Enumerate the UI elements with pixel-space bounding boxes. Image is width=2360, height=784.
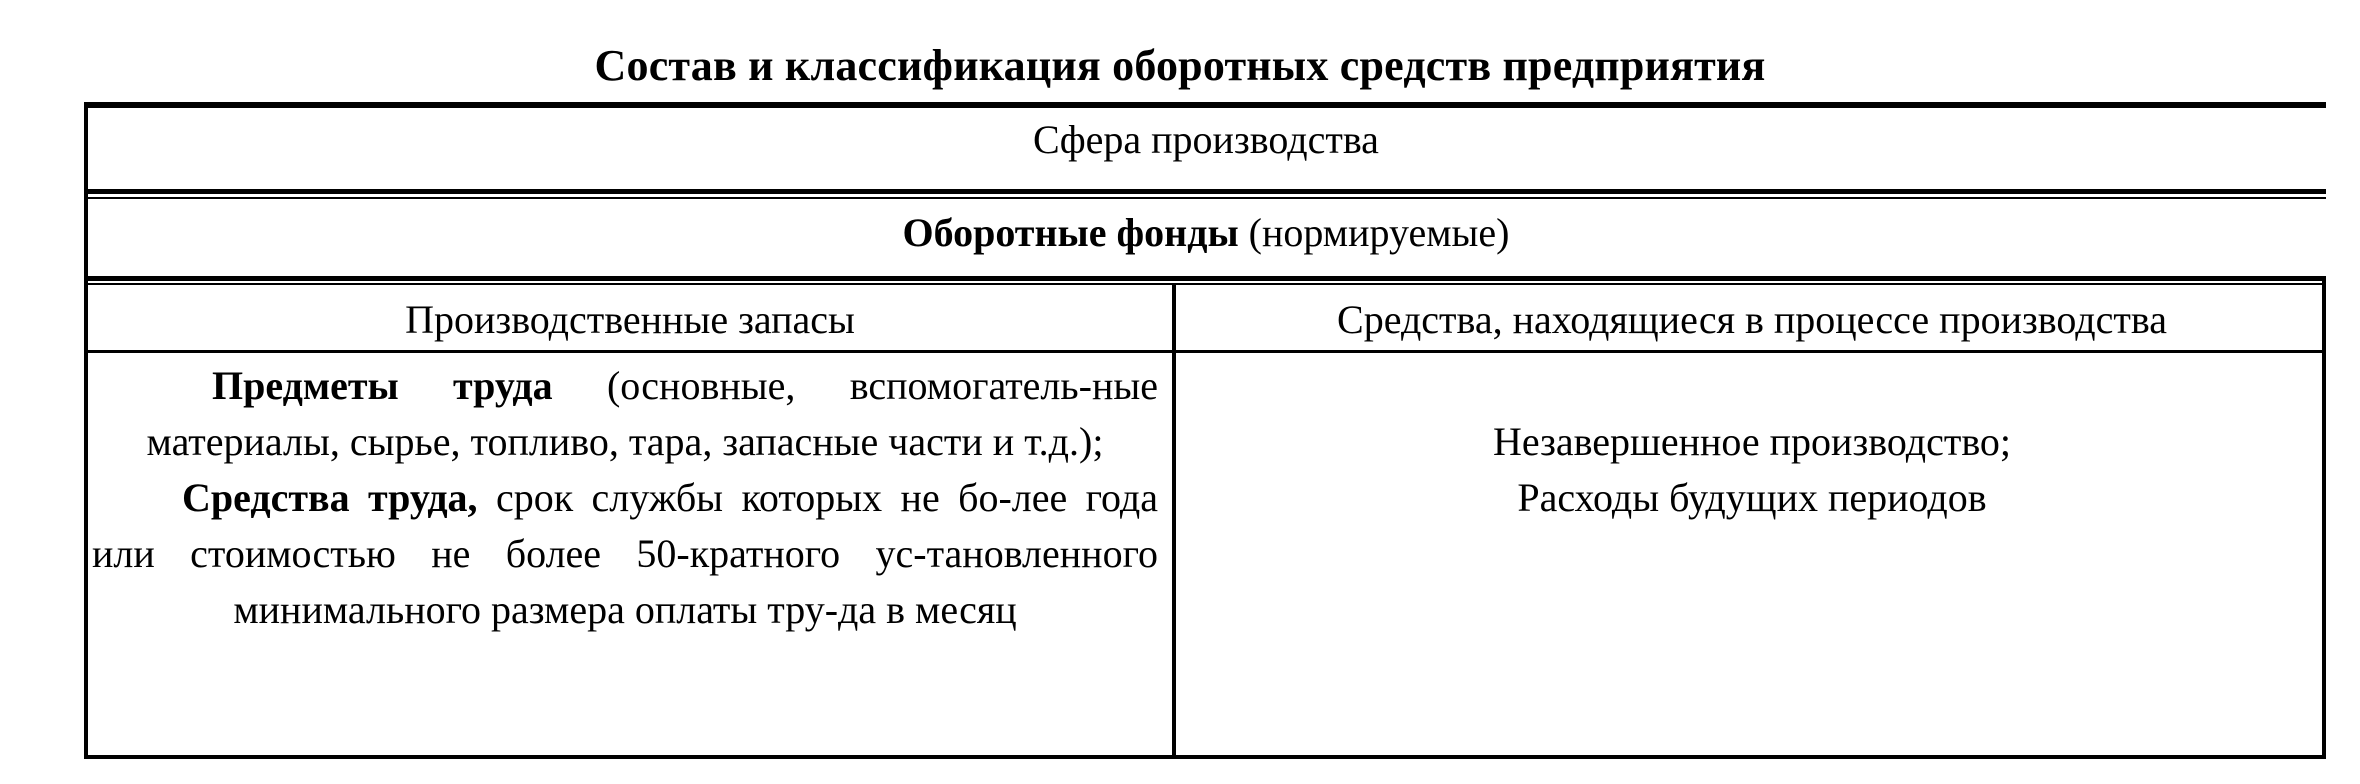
table-left-border xyxy=(84,102,88,759)
header-divider xyxy=(84,350,2326,353)
production-stocks-cell xyxy=(92,358,1158,638)
row-divider xyxy=(84,197,2326,199)
working-funds-bold: Оборотные фонды xyxy=(902,210,1239,255)
right-cell-line: Расходы будущих периодов xyxy=(1517,475,1987,520)
row-divider xyxy=(84,283,2326,285)
row-sphere-of-production: Сфера производства xyxy=(1033,117,1379,162)
column-divider xyxy=(1172,283,1176,759)
labor-objects-term: Предметы труда xyxy=(212,363,553,408)
row-divider xyxy=(84,189,2326,194)
working-funds-note: (нормируемые) xyxy=(1238,210,1510,255)
work-in-process-cell xyxy=(1178,414,2326,526)
labor-means-paragraph xyxy=(92,470,1158,638)
page-title: Состав и классификация оборотных средств предприятия xyxy=(594,41,1766,90)
labor-means-term: Средства труда, xyxy=(182,475,478,520)
labor-objects-paragraph xyxy=(92,358,1158,470)
row-divider xyxy=(84,276,2326,281)
column-header-production-stocks: Производственные запасы xyxy=(405,297,855,342)
table-top-border xyxy=(84,102,2326,108)
table-bottom-border xyxy=(84,755,2326,759)
table-right-border xyxy=(2322,276,2326,759)
labor-objects-text: (основные, вспомогатель-ные материалы, сырье, топливо, тара, запасные части и т.д.); xyxy=(146,363,1158,464)
labor-means-text: срок службы которых не бо-лее года или стоимостью не более 50-кратного ус-тановленного минимального размера оплаты тру-да в месяц xyxy=(92,475,1158,632)
right-cell-line: Незавершенное производство; xyxy=(1492,419,2012,464)
column-header-work-in-process: Средства, находящиеся в процессе производства xyxy=(1337,297,2167,342)
row-working-funds xyxy=(86,205,2326,261)
